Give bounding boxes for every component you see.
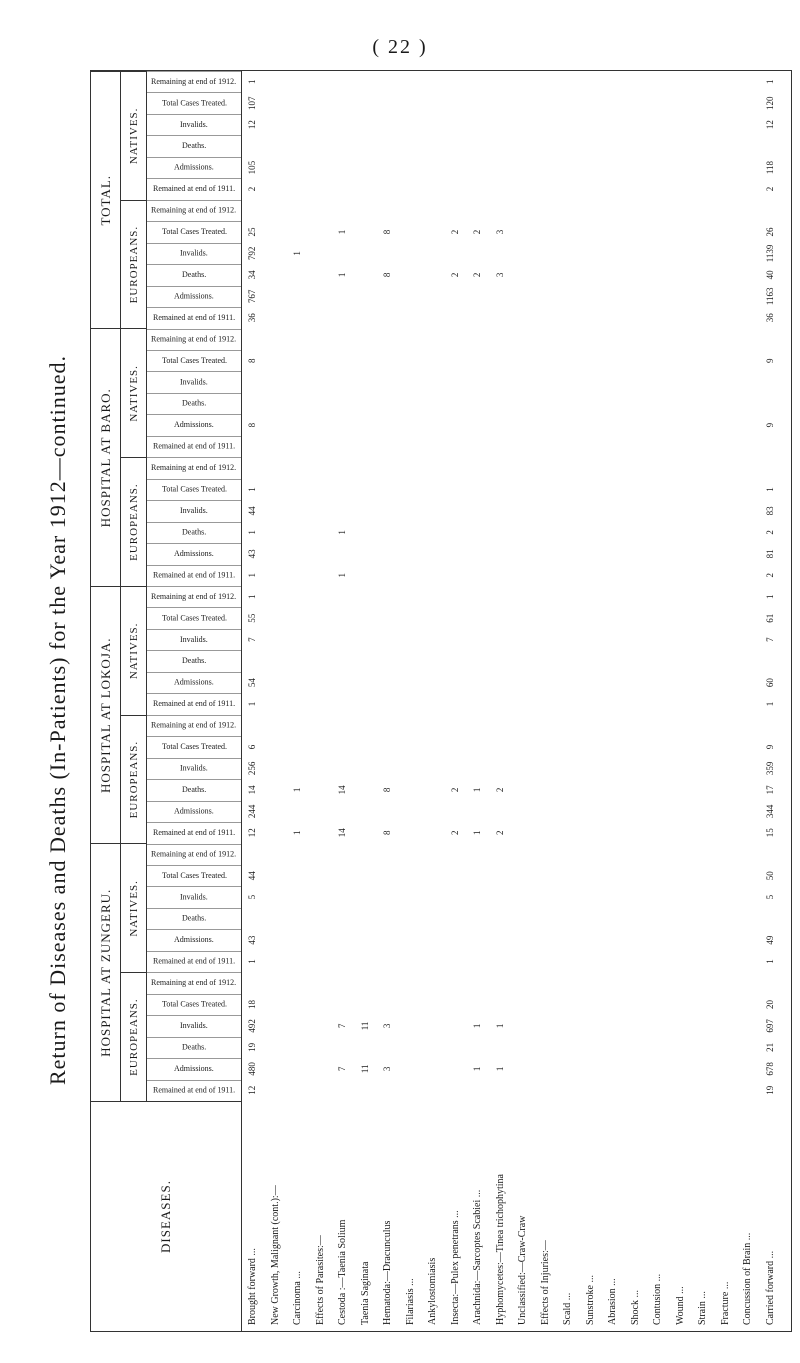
cell-value: 34	[247, 270, 257, 280]
column-header: Remaining at end of 1912.	[147, 972, 241, 993]
group-label: TOTAL.	[91, 71, 121, 329]
column-header: Deaths.	[147, 908, 241, 929]
cell-value: 1139	[764, 244, 775, 263]
column-header: Admissions.	[147, 286, 241, 307]
cell-value: 20	[764, 999, 775, 1009]
cell-value: 7	[337, 1023, 347, 1029]
cell-value: 2	[472, 272, 482, 278]
cell-value: 105	[247, 160, 257, 175]
column-header: Admissions.	[147, 929, 241, 950]
subgroup-label: EUROPEANS.	[121, 457, 147, 586]
cell-value: 19	[247, 1042, 257, 1052]
group-label: HOSPITAL AT LOKOJA.	[91, 586, 121, 844]
disease-row-label: Wound ...	[674, 1286, 686, 1325]
column-header: Total Cases Treated.	[147, 607, 241, 628]
cell-value: 2	[449, 830, 460, 836]
column-header: Invalids.	[147, 629, 241, 650]
column-header: Remaining at end of 1912.	[147, 844, 241, 865]
disease-row-label: Insecta:—Pulex penetrans ...	[449, 1210, 461, 1325]
disease-row-label: Contusion ...	[652, 1273, 663, 1325]
cell-value: 2	[764, 573, 775, 578]
cell-value: 3	[494, 272, 505, 278]
cell-value: 12	[764, 120, 775, 130]
column-header: Remained at end of 1911.	[147, 1080, 241, 1101]
cell-value: 1	[472, 787, 482, 793]
disease-row-label: Scald ...	[562, 1292, 573, 1325]
cell-value: 8	[382, 787, 392, 793]
cell-value: 43	[247, 935, 257, 945]
cell-value: 11	[359, 1064, 370, 1074]
cell-value: 43	[247, 549, 257, 559]
disease-row-label: Filariasis ...	[404, 1278, 416, 1325]
column-header: Remained at end of 1911.	[147, 693, 241, 714]
column-header: Admissions.	[147, 543, 241, 564]
cell-value: 3	[494, 229, 505, 235]
cell-value: 1	[494, 1023, 505, 1029]
cell-value: 2	[449, 272, 460, 278]
cell-value: 7	[764, 637, 775, 642]
subgroup-label: NATIVES.	[121, 71, 147, 200]
disease-row-label: Cestoda :—Taenia Solium	[337, 1219, 348, 1325]
cell-value: 21	[764, 1042, 775, 1052]
cell-value: 49	[764, 935, 775, 945]
subgroup-label: EUROPEANS.	[121, 200, 147, 329]
cell-value: 1	[764, 701, 775, 707]
subgroup-label: NATIVES.	[121, 844, 147, 973]
column-header: Total Cases Treated.	[147, 479, 241, 500]
cell-value: 8	[247, 358, 257, 363]
disease-row-label: Unclassified:—Craw-Craw	[517, 1215, 528, 1325]
column-header: Total Cases Treated.	[147, 994, 241, 1015]
cell-value: 492	[247, 1019, 257, 1033]
cell-value: 40	[764, 270, 775, 280]
column-header: Admissions.	[147, 801, 241, 822]
cell-value: 14	[247, 785, 257, 795]
group-label: HOSPITAL AT ZUNGERU.	[91, 844, 121, 1102]
cell-value: 1	[292, 787, 302, 793]
cell-value: 8	[382, 229, 392, 235]
cell-value: 1	[472, 1066, 482, 1072]
column-header: Total Cases Treated.	[147, 221, 241, 242]
cell-value: 1	[337, 229, 347, 235]
disease-row-label: Shock ...	[629, 1290, 641, 1325]
cell-value: 1	[494, 1066, 505, 1072]
cell-value: 55	[247, 613, 257, 623]
cell-value: 118	[764, 160, 775, 175]
cell-value: 1	[247, 959, 257, 964]
disease-row-label: Taenia Saginata	[359, 1261, 371, 1325]
cell-value: 12	[247, 120, 257, 130]
disease-row-label: Strain ...	[697, 1291, 708, 1325]
cell-value: 11	[359, 1021, 370, 1031]
disease-return-table	[90, 70, 792, 1332]
cell-value: 1	[472, 830, 482, 836]
column-header: Deaths.	[147, 393, 241, 414]
subgroup-label: EUROPEANS.	[121, 972, 147, 1101]
cell-value: 44	[247, 871, 257, 881]
column-header: Admissions.	[147, 157, 241, 178]
column-header: Deaths.	[147, 264, 241, 285]
cell-value: 2	[494, 787, 505, 793]
column-header: Invalids.	[147, 500, 241, 521]
disease-row-label: Concussion of Brain ...	[742, 1232, 753, 1325]
column-header: Deaths.	[147, 135, 241, 156]
cell-value: 1	[337, 272, 347, 278]
cell-value: 8	[382, 830, 392, 836]
cell-value: 83	[764, 506, 775, 516]
cell-value: 2	[247, 186, 257, 192]
cell-value: 1	[292, 830, 302, 836]
cell-value: 36	[247, 313, 257, 323]
column-header: Invalids.	[147, 243, 241, 264]
cell-value: 792	[247, 246, 257, 261]
cell-value: 19	[764, 1085, 775, 1095]
column-header: Deaths.	[147, 1037, 241, 1058]
column-header: Remaining at end of 1912.	[147, 586, 241, 607]
group-label: HOSPITAL AT BARO.	[91, 329, 121, 587]
cell-value: 2	[449, 787, 460, 793]
cell-value: 480	[247, 1062, 257, 1076]
column-header: Remaining at end of 1912.	[147, 457, 241, 478]
disease-row-label: Fracture ...	[719, 1281, 731, 1325]
disease-row-label: Brought forward ...	[247, 1248, 258, 1325]
cell-value: 5	[247, 894, 257, 900]
cell-value: 81	[764, 549, 775, 559]
subgroup-label: NATIVES.	[121, 586, 147, 715]
disease-row-label: Sunstroke ...	[584, 1275, 596, 1325]
column-header: Remained at end of 1911.	[147, 178, 241, 199]
disease-row-label: Carcinoma ...	[292, 1271, 303, 1325]
cell-value: 3	[382, 1023, 392, 1029]
cell-value: 9	[764, 422, 775, 428]
disease-row-label: Abrasion ...	[607, 1278, 618, 1325]
diseases-header: DISEASES.	[91, 1101, 241, 1331]
disease-row-label: Effects of Parasites:—	[314, 1235, 326, 1325]
subgroup-label: NATIVES.	[121, 329, 147, 458]
disease-row-label: Arachnida:—Sarcoptes Scabiei ...	[472, 1189, 483, 1325]
cell-value: 17	[764, 785, 775, 795]
subgroup-label: EUROPEANS.	[121, 715, 147, 844]
column-header: Remaining at end of 1912.	[147, 715, 241, 736]
column-header: Remained at end of 1911.	[147, 436, 241, 457]
column-header: Remained at end of 1911.	[147, 951, 241, 972]
cell-value: 767	[247, 289, 257, 304]
column-header: Invalids.	[147, 114, 241, 135]
rotated-table-body	[91, 71, 791, 1331]
cell-value: 359	[764, 761, 775, 776]
cell-value: 1	[764, 487, 775, 492]
column-header: Remained at end of 1911.	[147, 307, 241, 328]
disease-row-label: Hyphomycetes:—Tinea trichophytina	[494, 1174, 506, 1325]
cell-value: 2	[449, 229, 460, 235]
cell-value: 26	[764, 227, 775, 237]
cell-value: 1163	[764, 287, 775, 306]
column-header: Deaths.	[147, 522, 241, 543]
cell-value: 54	[247, 678, 257, 688]
cell-value: 3	[382, 1066, 392, 1072]
column-header: Deaths.	[147, 779, 241, 800]
cell-value: 2	[764, 530, 775, 535]
column-header: Admissions.	[147, 414, 241, 435]
cell-value: 14	[337, 828, 347, 838]
cell-value: 7	[337, 1066, 347, 1072]
page-number: ( 22 )	[372, 36, 428, 58]
cell-value: 256	[247, 761, 257, 776]
column-header: Remained at end of 1911.	[147, 565, 241, 586]
cell-value: 1	[764, 79, 775, 84]
cell-value: 25	[247, 227, 257, 237]
header-divider	[241, 71, 242, 1331]
cell-value: 1	[472, 1023, 482, 1029]
cell-value: 678	[764, 1062, 775, 1076]
column-header: Invalids.	[147, 1015, 241, 1036]
cell-value: 1	[337, 573, 347, 578]
column-header: Admissions.	[147, 672, 241, 693]
cell-value: 12	[247, 828, 257, 838]
cell-value: 107	[247, 96, 257, 110]
cell-value: 1	[247, 487, 257, 492]
cell-value: 1	[337, 530, 347, 535]
cell-value: 1	[247, 701, 257, 707]
cell-value: 15	[764, 828, 775, 838]
column-header: Remained at end of 1911.	[147, 822, 241, 843]
disease-row-label: Ankylostomiasis	[427, 1257, 438, 1325]
column-header: Deaths.	[147, 650, 241, 671]
column-header: Invalids.	[147, 758, 241, 779]
cell-value: 1	[247, 79, 257, 84]
cell-value: 8	[382, 272, 392, 278]
cell-value: 7	[247, 637, 257, 642]
column-header: Remaining at end of 1912.	[147, 200, 241, 221]
cell-value: 18	[247, 999, 257, 1009]
cell-value: 1	[247, 573, 257, 578]
column-header: Total Cases Treated.	[147, 736, 241, 757]
cell-value: 6	[247, 744, 257, 750]
disease-row-label: Hematoda:—Dracunculus	[382, 1220, 393, 1325]
cell-value: 1	[247, 530, 257, 535]
disease-row-label: Effects of Injuries:—	[539, 1240, 551, 1325]
column-header: Remaining at end of 1912.	[147, 329, 241, 350]
cell-value: 120	[764, 96, 775, 110]
disease-row-label: Carried forward ...	[764, 1250, 776, 1325]
cell-value: 2	[764, 186, 775, 192]
cell-value: 1	[292, 251, 302, 256]
cell-value: 2	[472, 229, 482, 235]
cell-value: 50	[764, 871, 775, 881]
cell-value: 1	[764, 594, 775, 599]
column-header: Remaining at end of 1912.	[147, 71, 241, 92]
cell-value: 12	[247, 1085, 257, 1095]
cell-value: 2	[494, 830, 505, 836]
cell-value: 244	[247, 804, 257, 819]
column-header: Total Cases Treated.	[147, 865, 241, 886]
cell-value: 14	[337, 785, 347, 795]
column-header: Invalids.	[147, 886, 241, 907]
cell-value: 1	[247, 594, 257, 599]
column-header: Total Cases Treated.	[147, 350, 241, 371]
column-header: Total Cases Treated.	[147, 92, 241, 113]
cell-value: 9	[764, 358, 775, 363]
cell-value: 8	[247, 422, 257, 428]
column-header: Admissions.	[147, 1058, 241, 1079]
cell-value: 1	[764, 959, 775, 964]
cell-value: 36	[764, 313, 775, 323]
cell-value: 9	[764, 744, 775, 750]
disease-row-label: New Growth, Malignant (cont.):—	[269, 1185, 281, 1325]
cell-value: 344	[764, 804, 775, 819]
cell-value: 5	[764, 894, 775, 900]
cell-value: 44	[247, 506, 257, 516]
cell-value: 697	[764, 1019, 775, 1033]
side-title-text: Return of Diseases and Deaths (In-Patients) for the Year 1912—continued.	[45, 354, 70, 1086]
cell-value: 61	[764, 613, 775, 623]
cell-value: 60	[764, 678, 775, 688]
column-header: Invalids.	[147, 371, 241, 392]
